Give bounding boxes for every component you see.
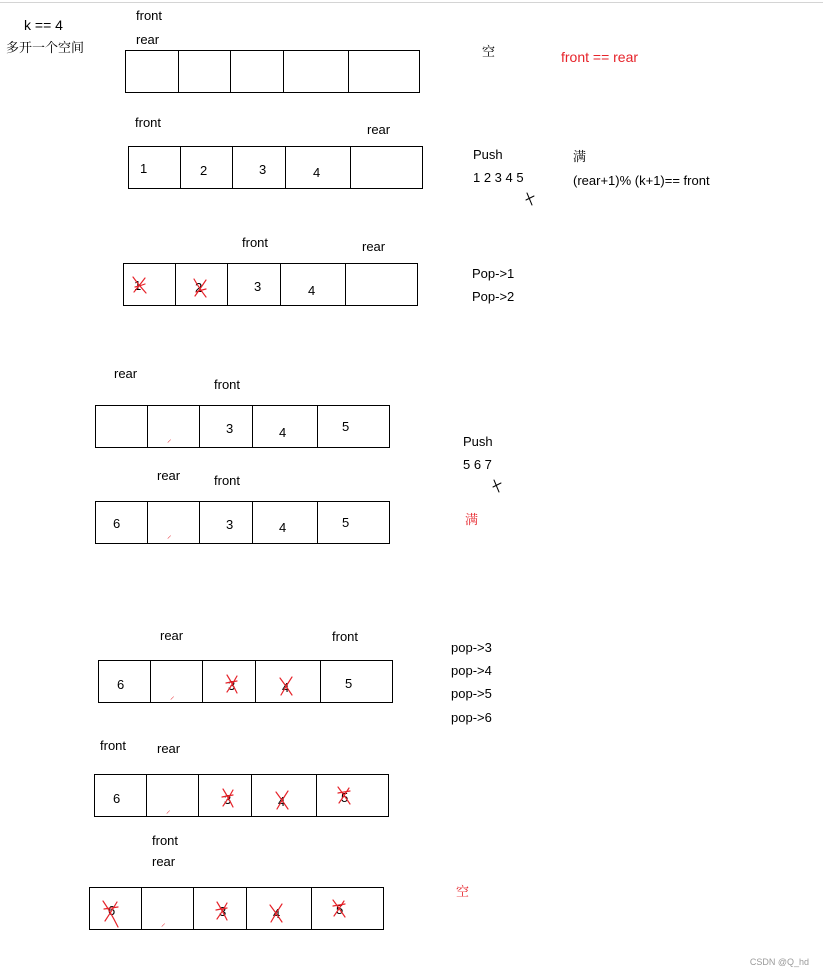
tick-mark-icon: ⸝: [166, 805, 171, 815]
pop-op: Pop->2: [472, 289, 515, 304]
pop-op: Pop->1: [472, 266, 515, 281]
strike-mark-icon: [276, 674, 296, 698]
strike-mark-icon: [212, 899, 232, 923]
front-pointer-1: front: [136, 8, 163, 23]
push-values-2: 1 2 3 4 5: [473, 170, 524, 185]
cell-value: 3: [219, 904, 227, 919]
cell-value: 3: [226, 421, 234, 436]
push-label-4: Push: [463, 434, 493, 449]
front-pointer-8: front: [152, 833, 179, 848]
empty-status-1: 空: [482, 45, 496, 60]
extra-space-note: 多开一个空间: [6, 41, 85, 56]
cell-value: 6: [113, 516, 121, 531]
queue-array-2: [128, 146, 423, 189]
cross-mark-icon: [524, 191, 536, 207]
k-label: k == 4: [24, 17, 63, 33]
cell-value: 4: [279, 425, 287, 440]
strike-mark-icon: [329, 897, 349, 921]
cell-value: 3: [254, 279, 262, 294]
cell-value: 1: [140, 161, 148, 176]
pop-op: pop->3: [451, 640, 492, 655]
rear-pointer-7: rear: [157, 741, 181, 756]
cell-value: 5: [336, 902, 344, 917]
queue-array-3: [123, 263, 418, 306]
queue-array-4: [95, 405, 390, 448]
queue-array-1: [125, 50, 420, 93]
rear-pointer-5: rear: [157, 468, 181, 483]
rear-pointer-4: rear: [114, 366, 138, 381]
full-status-5: 满: [465, 513, 479, 528]
top-divider: [0, 2, 823, 3]
full-condition: (rear+1)% (k+1)== front: [573, 173, 710, 188]
strike-mark-icon: [272, 788, 292, 812]
front-pointer-2: front: [135, 115, 162, 130]
rear-pointer-8: rear: [152, 854, 176, 869]
tick-mark-icon: ⸝: [167, 434, 172, 444]
cell-value: 3: [228, 678, 236, 693]
cell-value: 2: [200, 163, 208, 178]
rear-pointer-6: rear: [160, 628, 184, 643]
push-values-4: 5 6 7: [463, 457, 492, 472]
strike-mark-icon: [266, 901, 286, 925]
cell-value: 3: [259, 162, 267, 177]
pop-op: pop->5: [451, 686, 492, 701]
tick-mark-icon: ⸝: [161, 918, 166, 928]
cell-value: 5: [342, 419, 350, 434]
cell-value: 6: [113, 791, 121, 806]
cell-value: 4: [278, 794, 286, 809]
cross-mark-icon: [491, 478, 503, 494]
strike-mark-icon: [334, 784, 354, 808]
tick-mark-icon: ⸝: [167, 530, 172, 540]
strike-mark-icon: [190, 276, 210, 300]
rear-pointer-2: rear: [367, 122, 391, 137]
cell-value: 1: [134, 278, 142, 293]
empty-condition: front == rear: [561, 49, 639, 65]
empty-status-8: 空: [456, 885, 470, 900]
cell-value: 5: [341, 790, 349, 805]
cell-value: 2: [195, 280, 203, 295]
front-pointer-7: front: [100, 738, 127, 753]
strike-mark-icon: [100, 897, 122, 929]
cell-value: 6: [108, 903, 116, 918]
front-pointer-4: front: [214, 377, 241, 392]
front-pointer-3: front: [242, 235, 269, 250]
pop-op: pop->4: [451, 663, 492, 678]
tick-mark-icon: ⸝: [170, 691, 175, 701]
front-pointer-5: front: [214, 473, 241, 488]
full-status-2: 满: [573, 150, 587, 165]
cell-value: 3: [224, 792, 232, 807]
cell-value: 6: [117, 677, 125, 692]
cell-value: 4: [279, 520, 287, 535]
cell-value: 5: [345, 676, 353, 691]
watermark: CSDN @Q_hd: [749, 957, 809, 967]
strike-mark-icon: [130, 274, 150, 296]
cell-value: 4: [313, 165, 321, 180]
strike-mark-icon: [218, 786, 238, 810]
cell-value: 3: [226, 517, 234, 532]
cell-value: 5: [342, 515, 350, 530]
cell-value: 4: [273, 906, 281, 921]
pop-op: pop->6: [451, 710, 492, 725]
cell-value: 4: [282, 680, 290, 695]
cell-value: 4: [308, 283, 316, 298]
front-pointer-6: front: [332, 629, 359, 644]
rear-pointer-3: rear: [362, 239, 386, 254]
strike-mark-icon: [222, 672, 242, 696]
queue-array-5: [95, 501, 390, 544]
push-label-2: Push: [473, 147, 503, 162]
queue-array-6: [98, 660, 393, 703]
rear-pointer-1: rear: [136, 32, 160, 47]
